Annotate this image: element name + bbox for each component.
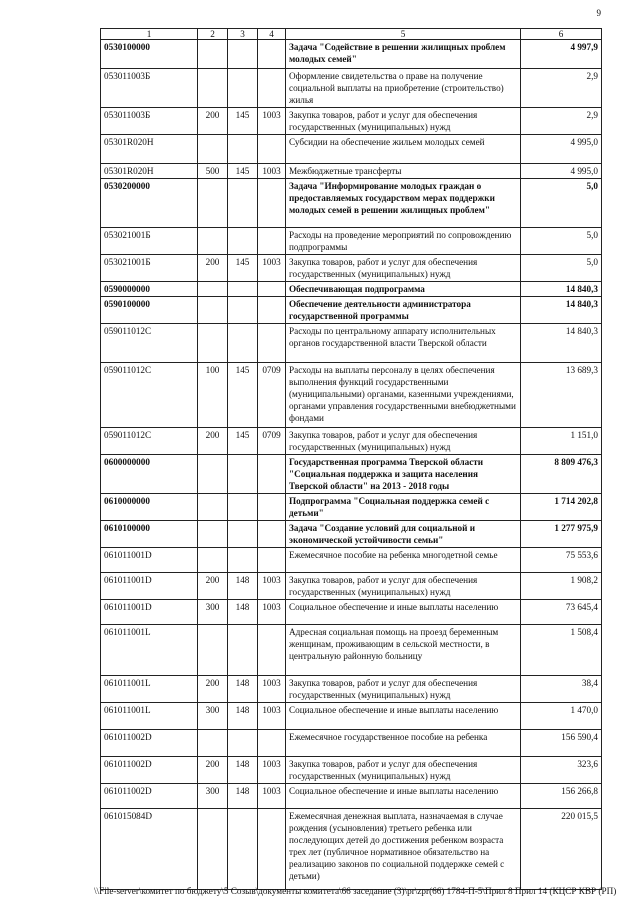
cell-kvr bbox=[198, 730, 228, 757]
cell-name: Закупка товаров, работ и услуг для обеспечения государственных (муниципальных) нужд bbox=[286, 108, 521, 135]
table-row bbox=[101, 676, 602, 703]
cell-amount: 13 689,3 bbox=[521, 363, 602, 428]
cell-kvr bbox=[198, 297, 228, 324]
table-row bbox=[101, 600, 602, 625]
cell-kvr bbox=[198, 179, 228, 228]
cell-section: 0709 bbox=[258, 428, 286, 455]
cell-name: Субсидии на обеспечение жильем молодых семей bbox=[286, 135, 521, 164]
cell-section: 1003 bbox=[258, 703, 286, 730]
cell-admin: 145 bbox=[228, 428, 258, 455]
cell-code: 061011001L bbox=[101, 676, 198, 703]
cell-admin: 145 bbox=[228, 164, 258, 179]
cell-admin: 148 bbox=[228, 703, 258, 730]
cell-admin bbox=[228, 548, 258, 573]
cell-name: Социальное обеспечение и иные выплаты населению bbox=[286, 703, 521, 730]
cell-name: Закупка товаров, работ и услуг для обеспечения государственных (муниципальных) нужд bbox=[286, 676, 521, 703]
cell-amount: 5,0 bbox=[521, 255, 602, 282]
cell-name: Социальное обеспечение и иные выплаты населению bbox=[286, 784, 521, 809]
cell-name: Закупка товаров, работ и услуг для обеспечения государственных (муниципальных) нужд bbox=[286, 255, 521, 282]
cell-kvr bbox=[198, 40, 228, 69]
cell-section: 1003 bbox=[258, 676, 286, 703]
cell-admin bbox=[228, 625, 258, 676]
cell-code: 061011002D bbox=[101, 784, 198, 809]
cell-section bbox=[258, 494, 286, 521]
cell-code: 059011012С bbox=[101, 324, 198, 363]
table-row bbox=[101, 179, 602, 228]
table-row bbox=[101, 757, 602, 784]
cell-kvr bbox=[198, 324, 228, 363]
cell-admin bbox=[228, 455, 258, 494]
table-row bbox=[101, 324, 602, 363]
cell-admin: 145 bbox=[228, 255, 258, 282]
cell-admin: 148 bbox=[228, 784, 258, 809]
cell-amount: 2,9 bbox=[521, 69, 602, 108]
cell-code: 061011001D bbox=[101, 600, 198, 625]
cell-section bbox=[258, 40, 286, 69]
cell-admin bbox=[228, 282, 258, 297]
cell-code: 0530200000 bbox=[101, 179, 198, 228]
table-row bbox=[101, 228, 602, 255]
cell-admin: 148 bbox=[228, 757, 258, 784]
cell-code: 053011003Б bbox=[101, 69, 198, 108]
cell-name: Ежемесячное государственное пособие на ребенка bbox=[286, 730, 521, 757]
table-row bbox=[101, 494, 602, 521]
column-header: 4 bbox=[258, 29, 286, 40]
cell-section: 1003 bbox=[258, 255, 286, 282]
table-row bbox=[101, 455, 602, 494]
cell-admin bbox=[228, 324, 258, 363]
cell-code: 053021001Б bbox=[101, 255, 198, 282]
cell-code: 05301R020H bbox=[101, 135, 198, 164]
cell-section bbox=[258, 809, 286, 890]
cell-section bbox=[258, 625, 286, 676]
cell-name: Адресная социальная помощь на проезд беременным женщинам, проживающим в сельской местности, в центральную районную больницу bbox=[286, 625, 521, 676]
table-row bbox=[101, 809, 602, 890]
cell-amount: 1 508,4 bbox=[521, 625, 602, 676]
cell-code: 061011002D bbox=[101, 757, 198, 784]
cell-section bbox=[258, 521, 286, 548]
cell-section: 1003 bbox=[258, 757, 286, 784]
cell-amount: 156 266,8 bbox=[521, 784, 602, 809]
cell-kvr: 200 bbox=[198, 573, 228, 600]
cell-amount: 1 714 202,8 bbox=[521, 494, 602, 521]
cell-section: 1003 bbox=[258, 164, 286, 179]
cell-section: 1003 bbox=[258, 784, 286, 809]
cell-amount: 1 908,2 bbox=[521, 573, 602, 600]
file-path-footer: \\File-server\комитет по бюджету\5 Созыв\документы комитета\66 заседание (3)\pr\zpr(66) 1784-П-5\Прил 8 Прил 14 (КЦСР КВР (РП) bbox=[94, 886, 617, 896]
cell-amount: 75 553,6 bbox=[521, 548, 602, 573]
cell-admin: 148 bbox=[228, 600, 258, 625]
cell-code: 053021001Б bbox=[101, 228, 198, 255]
table-row bbox=[101, 730, 602, 757]
cell-kvr: 300 bbox=[198, 703, 228, 730]
table-row bbox=[101, 40, 602, 69]
cell-name: Задача "Создание условий для социальной и экономической устойчивости семьи" bbox=[286, 521, 521, 548]
cell-kvr: 200 bbox=[198, 676, 228, 703]
table-row bbox=[101, 164, 602, 179]
column-header: 6 bbox=[521, 29, 602, 40]
cell-amount: 14 840,3 bbox=[521, 324, 602, 363]
table-row bbox=[101, 363, 602, 428]
cell-amount: 14 840,3 bbox=[521, 297, 602, 324]
table-row bbox=[101, 703, 602, 730]
page-number: 9 bbox=[596, 8, 601, 18]
cell-code: 061011001D bbox=[101, 573, 198, 600]
cell-amount: 4 997,9 bbox=[521, 40, 602, 69]
cell-kvr bbox=[198, 625, 228, 676]
cell-code: 0610100000 bbox=[101, 521, 198, 548]
cell-name: Расходы на выплаты персоналу в целях обеспечения выполнения функций государственными (муниципальными) органами, казенными учреждениями, органами управления государственными внебюджетными фондами bbox=[286, 363, 521, 428]
cell-amount: 73 645,4 bbox=[521, 600, 602, 625]
cell-amount: 1 277 975,9 bbox=[521, 521, 602, 548]
cell-admin: 148 bbox=[228, 573, 258, 600]
cell-code: 059011012С bbox=[101, 363, 198, 428]
cell-amount: 38,4 bbox=[521, 676, 602, 703]
table-row bbox=[101, 255, 602, 282]
table-row bbox=[101, 108, 602, 135]
cell-kvr bbox=[198, 69, 228, 108]
cell-code: 0530100000 bbox=[101, 40, 198, 69]
table-row bbox=[101, 521, 602, 548]
cell-admin bbox=[228, 228, 258, 255]
cell-admin bbox=[228, 730, 258, 757]
cell-amount: 2,9 bbox=[521, 108, 602, 135]
cell-section bbox=[258, 179, 286, 228]
cell-section bbox=[258, 548, 286, 573]
cell-admin bbox=[228, 179, 258, 228]
cell-amount: 1 470,0 bbox=[521, 703, 602, 730]
cell-amount: 14 840,3 bbox=[521, 282, 602, 297]
cell-code: 0610000000 bbox=[101, 494, 198, 521]
cell-section bbox=[258, 297, 286, 324]
cell-kvr: 200 bbox=[198, 108, 228, 135]
cell-kvr: 300 bbox=[198, 784, 228, 809]
cell-admin bbox=[228, 494, 258, 521]
cell-amount: 220 015,5 bbox=[521, 809, 602, 890]
cell-kvr: 100 bbox=[198, 363, 228, 428]
cell-amount: 8 809 476,3 bbox=[521, 455, 602, 494]
cell-name: Задача "Содействие в решении жилищных проблем молодых семей" bbox=[286, 40, 521, 69]
column-header: 3 bbox=[228, 29, 258, 40]
cell-code: 061011001D bbox=[101, 548, 198, 573]
cell-code: 061011001L bbox=[101, 703, 198, 730]
cell-name: Закупка товаров, работ и услуг для обеспечения государственных (муниципальных) нужд bbox=[286, 573, 521, 600]
column-header: 2 bbox=[198, 29, 228, 40]
cell-name: Ежемесячное пособие на ребенка многодетной семье bbox=[286, 548, 521, 573]
cell-name: Межбюджетные трансферты bbox=[286, 164, 521, 179]
cell-section bbox=[258, 282, 286, 297]
cell-amount: 323,6 bbox=[521, 757, 602, 784]
cell-admin bbox=[228, 40, 258, 69]
cell-admin: 145 bbox=[228, 108, 258, 135]
cell-code: 061011001L bbox=[101, 625, 198, 676]
column-number-row bbox=[101, 29, 602, 40]
cell-kvr bbox=[198, 809, 228, 890]
cell-section bbox=[258, 228, 286, 255]
cell-kvr: 200 bbox=[198, 757, 228, 784]
cell-code: 0590100000 bbox=[101, 297, 198, 324]
table-row bbox=[101, 784, 602, 809]
cell-code: 053011003Б bbox=[101, 108, 198, 135]
cell-section: 0709 bbox=[258, 363, 286, 428]
cell-admin bbox=[228, 809, 258, 890]
budget-table bbox=[100, 28, 602, 890]
cell-section bbox=[258, 730, 286, 757]
cell-name: Оформление свидетельства о праве на получение социальной выплаты на приобретение (строительство) жилья bbox=[286, 69, 521, 108]
cell-name: Ежемесячная денежная выплата, назначаемая в случае рождения (усыновления) третьего ребенка или последующих детей до достижения ребенком возраста трех лет (публичное нормативное обязательство на реализацию законов по социальной поддержке семей с детьми) bbox=[286, 809, 521, 890]
cell-kvr bbox=[198, 455, 228, 494]
cell-kvr: 300 bbox=[198, 600, 228, 625]
cell-code: 061011002D bbox=[101, 730, 198, 757]
cell-admin bbox=[228, 135, 258, 164]
cell-code: 05301R020H bbox=[101, 164, 198, 179]
cell-name: Закупка товаров, работ и услуг для обеспечения государственных (муниципальных) нужд bbox=[286, 428, 521, 455]
cell-kvr bbox=[198, 521, 228, 548]
cell-code: 0590000000 bbox=[101, 282, 198, 297]
cell-name: Задача "Информирование молодых граждан о предоставляемых государством мерах поддержки молодых семей в решении жилищных проблем" bbox=[286, 179, 521, 228]
cell-name: Социальное обеспечение и иные выплаты населению bbox=[286, 600, 521, 625]
cell-admin bbox=[228, 69, 258, 108]
cell-name: Закупка товаров, работ и услуг для обеспечения государственных (муниципальных) нужд bbox=[286, 757, 521, 784]
cell-admin: 148 bbox=[228, 676, 258, 703]
table-row bbox=[101, 428, 602, 455]
table-row bbox=[101, 135, 602, 164]
cell-code: 059011012С bbox=[101, 428, 198, 455]
table-row bbox=[101, 282, 602, 297]
cell-section bbox=[258, 455, 286, 494]
table-row bbox=[101, 548, 602, 573]
column-header: 1 bbox=[101, 29, 198, 40]
cell-amount: 1 151,0 bbox=[521, 428, 602, 455]
cell-amount: 4 995,0 bbox=[521, 135, 602, 164]
cell-code: 0600000000 bbox=[101, 455, 198, 494]
cell-kvr: 200 bbox=[198, 428, 228, 455]
cell-kvr bbox=[198, 135, 228, 164]
cell-section: 1003 bbox=[258, 108, 286, 135]
table-row bbox=[101, 625, 602, 676]
cell-amount: 5,0 bbox=[521, 179, 602, 228]
cell-kvr bbox=[198, 494, 228, 521]
cell-code: 061015084D bbox=[101, 809, 198, 890]
cell-amount: 5,0 bbox=[521, 228, 602, 255]
table-row bbox=[101, 573, 602, 600]
cell-section: 1003 bbox=[258, 573, 286, 600]
cell-section bbox=[258, 135, 286, 164]
table-row bbox=[101, 297, 602, 324]
cell-kvr bbox=[198, 282, 228, 297]
cell-kvr bbox=[198, 228, 228, 255]
cell-kvr: 200 bbox=[198, 255, 228, 282]
cell-amount: 156 590,4 bbox=[521, 730, 602, 757]
cell-section: 1003 bbox=[258, 600, 286, 625]
cell-name: Обеспечение деятельности администратора государственной программы bbox=[286, 297, 521, 324]
cell-kvr bbox=[198, 548, 228, 573]
cell-amount: 4 995,0 bbox=[521, 164, 602, 179]
cell-name: Государственная программа Тверской области "Социальная поддержка и защита населения Тверской области" на 2013 - 2018 годы bbox=[286, 455, 521, 494]
cell-admin: 145 bbox=[228, 363, 258, 428]
table-row bbox=[101, 69, 602, 108]
cell-section bbox=[258, 324, 286, 363]
cell-name: Расходы по центральному аппарату исполнительных органов государственной власти Тверской области bbox=[286, 324, 521, 363]
cell-name: Подпрограмма "Социальная поддержка семей с детьми" bbox=[286, 494, 521, 521]
cell-name: Расходы на проведение мероприятий по сопровождению подпрограммы bbox=[286, 228, 521, 255]
cell-section bbox=[258, 69, 286, 108]
cell-admin bbox=[228, 521, 258, 548]
cell-kvr: 500 bbox=[198, 164, 228, 179]
cell-name: Обеспечивающая подпрограмма bbox=[286, 282, 521, 297]
cell-admin bbox=[228, 297, 258, 324]
column-header: 5 bbox=[286, 29, 521, 40]
